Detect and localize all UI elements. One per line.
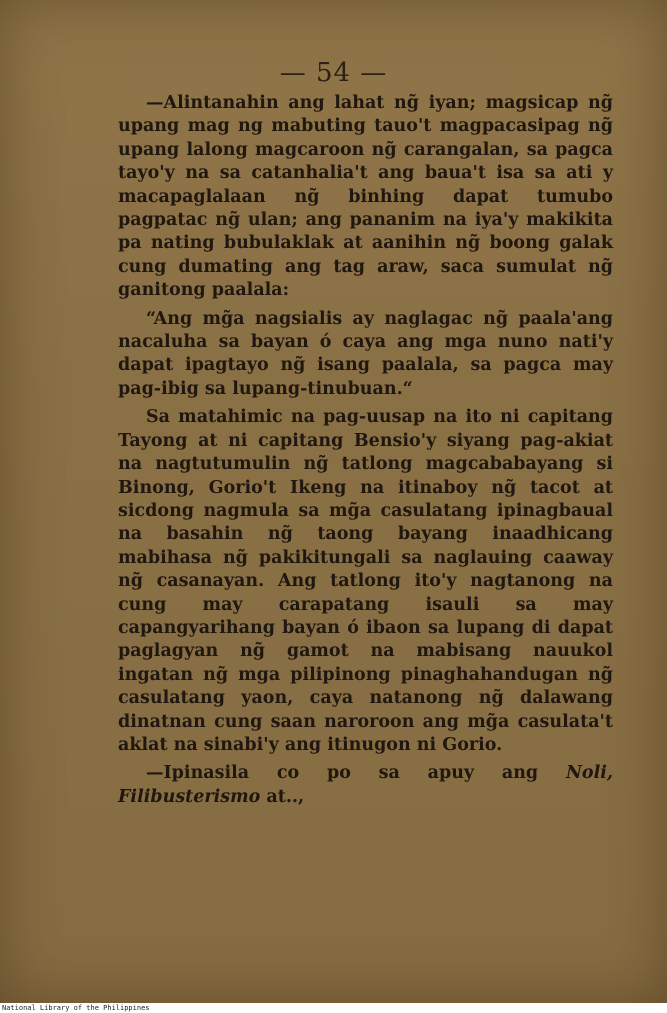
book-titles: Noli, Filibusterismo xyxy=(118,763,613,807)
paragraph-4-tail: at.., xyxy=(260,786,305,807)
library-credit: National Library of the Philippines xyxy=(2,1004,150,1012)
page-number: — 54 — xyxy=(279,58,388,88)
body-text xyxy=(118,92,613,809)
paragraph-1: —Alintanahin ang lahat ng̃ iyan; magsicap ng̃ upang mag ng mabuting tauo't magpacasipag ng̃ upang lalong magcaroon ng̃ carangalan, sa pagca tayo'y na sa catanhalia't ang baua't isa sa ati y macapaglalaan ng̃ binhing dapat tumubo pagpatac ng̃ ulan; ang pananim na iya'y makikita pa nating bubulaklak at aanihin ng̃ boong galak cung dumating ang tag araw, saca sumulat ng̃ ganitong paalala: xyxy=(118,93,613,301)
paragraph-4-lead: —Ipinasila co po sa apuy ang xyxy=(146,763,566,784)
paragraph-2: “Ang mg̃a nagsialis ay naglagac ng̃ paala'ang nacaluha sa bayan ó caya ang mga nuno nati'y dapat ipagtayo ng̃ isang paalala, sa pagca may pag-ibig sa lupang-tinubuan.“ xyxy=(118,308,613,399)
paragraph-4 xyxy=(118,762,613,809)
paragraph-3: Sa matahimic na pag-uusap na ito ni capitang Tayong at ni capitang Bensio'y siyang pag-akiat na nagtutumulin ng̃ tatlong magcababayang si Binong, Gorio't Ikeng na itinaboy ng̃ tacot at sicdong nagmula sa mg̃a casulatang ipinagbaual na basahin ng̃ taong bayang inaadhicang mabihasa ng̃ pakikitungali sa naglauing caaway ng̃ casanayan. Ang tatlong ito'y nagtanong na cung may carapatang isauli sa may capangyarihang bayan ó ibaon sa lupang di dapat paglagyan ng̃ gamot na mabisang nauukol ingatan ng̃ mga pilipinong pinaghahandugan ng̃ casulatang yaon, caya natanong ng̃ dalawang dinatnan cung saan naroroon ang mg̃a casulata't aklat na sinabi'y ang itinugon ni Gorio. xyxy=(118,407,613,755)
